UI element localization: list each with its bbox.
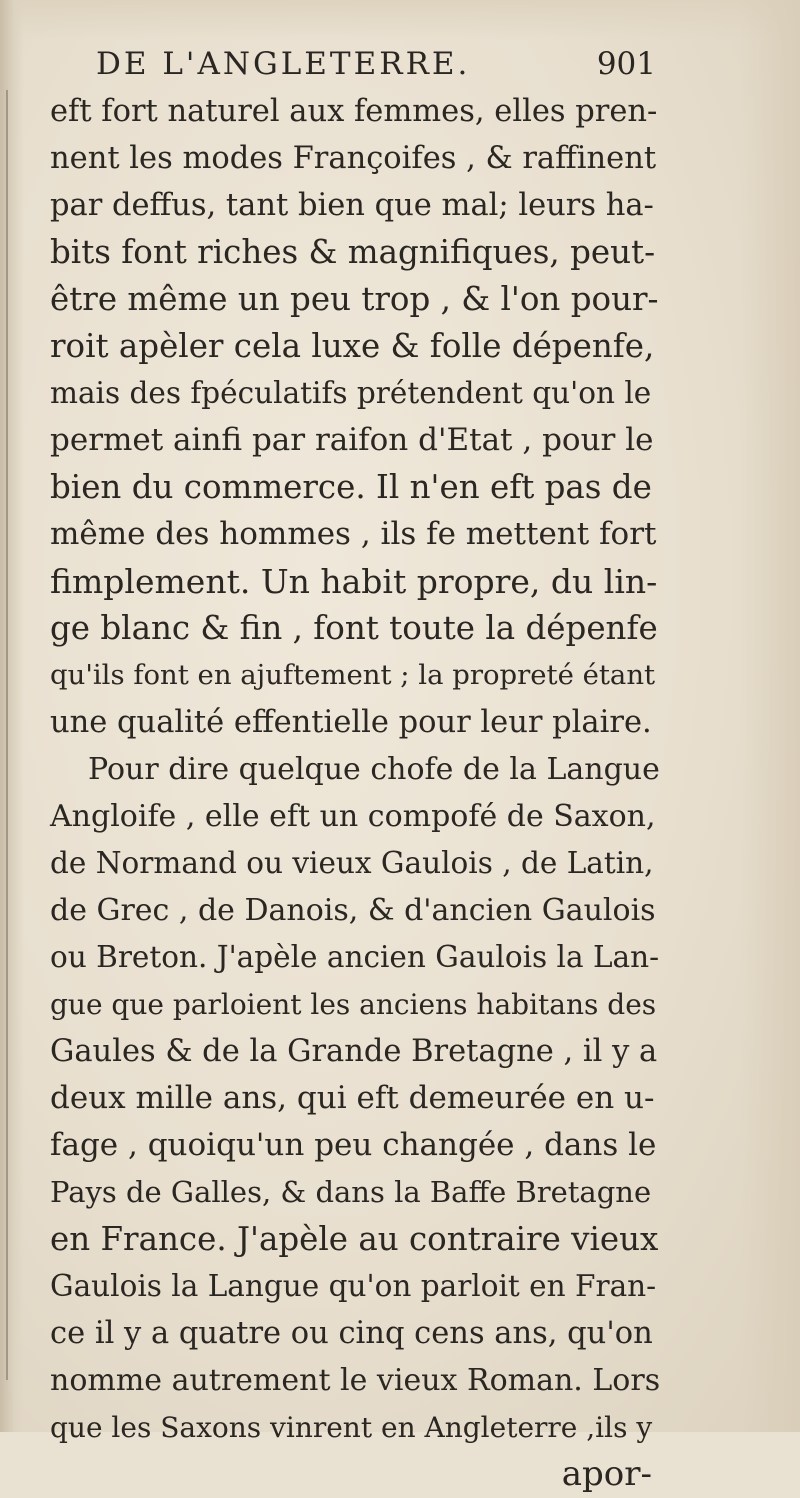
text-line: ge blanc & fin , font toute la dépenfe — [50, 609, 658, 647]
text-line: de Normand ou vieux Gaulois , de Latin, — [50, 846, 654, 880]
text-line: une qualité effentielle pour leur plaire. — [50, 705, 652, 740]
text-line: deux mille ans, qui eft demeurée en u- — [50, 1080, 655, 1116]
text-line: gue que parloient les anciens habitans des — [50, 988, 657, 1021]
text-line: mais des fpéculatifs prétendent qu'on le — [50, 376, 652, 410]
margin-rule — [6, 90, 8, 1380]
text-line: même des hommes , ils fe mettent fort — [50, 516, 657, 552]
text-line: de Grec , de Danois, & d'ancien Gaulois — [50, 893, 656, 928]
running-head-title: DE L'ANGLETERRE. — [96, 46, 471, 82]
catchword: apor- — [561, 1454, 652, 1494]
text-line: roit apèler cela luxe & folle dépenfe, — [50, 327, 655, 365]
running-head — [96, 42, 656, 90]
text-line: bien du commerce. Il n'en eft pas de — [50, 468, 652, 506]
text-line: Angloife , elle eft un compofé de Saxon, — [50, 799, 656, 834]
text-line: Pour dire quelque chofe de la Langue — [88, 752, 660, 787]
text-line: par deffus, tant bien que mal; leurs ha- — [50, 188, 654, 223]
page-outer-edge — [740, 0, 800, 1432]
text-line: fimplement. Un habit propre, du lin- — [50, 562, 658, 601]
text-line: bits font riches & magnifiques, peut- — [50, 233, 656, 271]
text-line: permet ainfi par raifon d'Etat , pour le — [50, 422, 654, 458]
text-line: ce il y a quatre ou cinq cens ans, qu'on — [50, 1316, 653, 1351]
text-line: eft fort naturel aux femmes, elles pren- — [50, 94, 658, 129]
page-binding-edge — [0, 0, 24, 1432]
body-text — [50, 88, 660, 1498]
text-line: en France. J'apèle au contraire vieux — [50, 1220, 659, 1258]
page-top-shadow — [0, 0, 800, 40]
text-line: être même un peu trop , & l'on pour- — [50, 280, 659, 318]
text-line: fage , quoiqu'un peu changée , dans le — [50, 1127, 657, 1163]
text-line: nent les modes Françoifes , & raffinent — [50, 141, 657, 176]
text-line: nomme autrement le vieux Roman. Lors — [50, 1363, 661, 1398]
text-line: Gaules & de la Grande Bretagne , il y a — [50, 1034, 658, 1069]
text-line: Gaulois la Langue qu'on parloit en Fran- — [50, 1269, 657, 1303]
text-line: que les Saxons vinrent en Angleterre ,ils y — [50, 1411, 653, 1444]
page-number: 901 — [596, 46, 656, 82]
text-line: ou Breton. J'apèle ancien Gaulois la Lan- — [50, 940, 660, 974]
text-line: qu'ils font en ajuftement ; la propreté étant — [50, 659, 656, 691]
text-line: Pays de Galles, & dans la Baffe Bretagne — [50, 1175, 652, 1209]
